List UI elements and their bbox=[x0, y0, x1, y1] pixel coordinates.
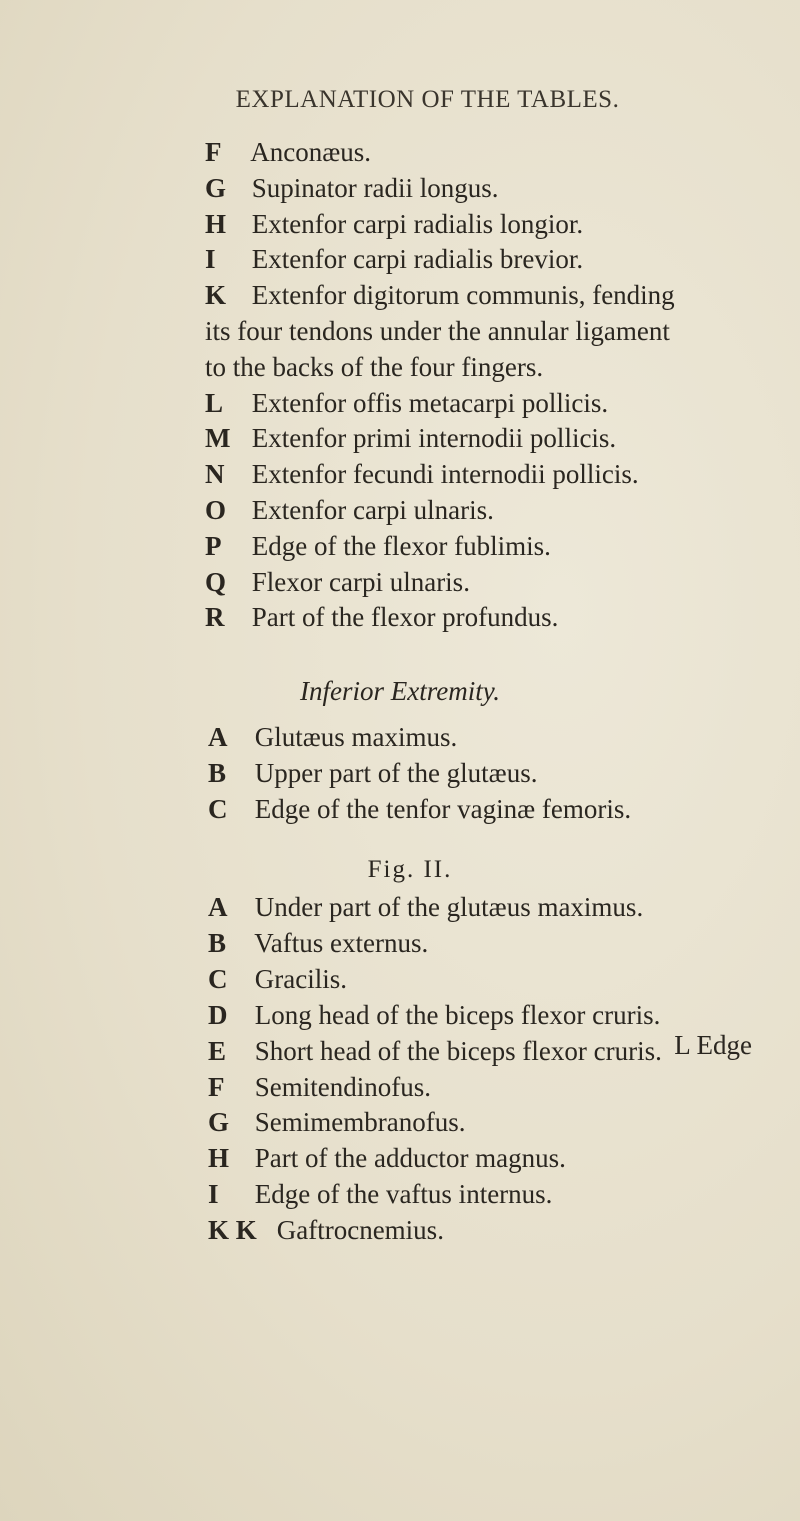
item-letter: A bbox=[208, 722, 228, 752]
item-letter: A bbox=[208, 892, 228, 922]
item-text: Edge of the vaftus internus. bbox=[248, 1179, 553, 1210]
list-item bbox=[208, 1143, 566, 1174]
item-text: Part of the flexor profundus. bbox=[245, 602, 559, 633]
list-item bbox=[205, 423, 616, 454]
item-text: Glutæus maximus. bbox=[248, 722, 458, 752]
item-letter: H bbox=[208, 1143, 230, 1174]
item-letter: G bbox=[205, 172, 227, 203]
item-text: Upper part of the glutæus. bbox=[248, 758, 538, 788]
item-text: Supinator radii longus. bbox=[245, 172, 499, 203]
list-item bbox=[205, 495, 494, 526]
section-heading: Inferior Extremity. bbox=[300, 676, 500, 706]
item-text: to the backs of the four fingers. bbox=[205, 351, 544, 382]
item-text: Extenfor carpi radialis longior. bbox=[245, 208, 584, 239]
list-item bbox=[205, 352, 543, 383]
item-text: Extenfor carpi radialis brevior. bbox=[245, 244, 584, 275]
item-text: Extenfor primi internodii pollicis. bbox=[245, 423, 617, 454]
item-text: Gracilis. bbox=[248, 963, 347, 994]
item-letter: O bbox=[205, 495, 227, 525]
item-text: Extenfor carpi ulnaris. bbox=[245, 495, 494, 525]
item-text: Extenfor digitorum communis, fending bbox=[245, 280, 675, 311]
item-letter: Q bbox=[205, 566, 227, 597]
list-item bbox=[208, 794, 631, 825]
list-item bbox=[208, 1179, 552, 1210]
list-item bbox=[205, 459, 639, 490]
item-letter: E bbox=[208, 1035, 227, 1066]
item-letter: I bbox=[205, 244, 216, 275]
item-letter: N bbox=[205, 459, 225, 490]
item-letter: D bbox=[208, 999, 228, 1030]
item-text: Semimembranofus. bbox=[248, 1107, 466, 1138]
item-text: Anconæus. bbox=[245, 137, 372, 167]
list-item bbox=[205, 173, 498, 204]
item-text: Extenfor offis metacarpi pollicis. bbox=[245, 387, 609, 418]
list-item bbox=[205, 316, 670, 347]
page-header: EXPLANATION OF THE TABLES. bbox=[235, 86, 620, 113]
item-text: Part of the adductor magnus. bbox=[248, 1143, 566, 1174]
list-item bbox=[205, 244, 583, 275]
item-letter: M bbox=[205, 423, 231, 454]
item-letter: B bbox=[208, 758, 227, 788]
list-item bbox=[205, 137, 371, 168]
list-item bbox=[205, 280, 675, 311]
item-letter: H bbox=[205, 208, 227, 239]
item-text: Extenfor fecundi internodii pollicis. bbox=[245, 459, 639, 490]
item-letter: K bbox=[205, 280, 227, 311]
list-item bbox=[208, 1107, 465, 1138]
item-text: Long head of the biceps flexor cruris. bbox=[248, 999, 661, 1030]
list-item bbox=[208, 1215, 444, 1246]
figure-heading: Fig. II. bbox=[367, 856, 453, 883]
list-item bbox=[205, 209, 583, 240]
item-letter: G bbox=[208, 1107, 230, 1138]
item-text: Semitendinofus. bbox=[248, 1071, 431, 1102]
list-item bbox=[208, 928, 428, 959]
item-letter: F bbox=[205, 137, 222, 167]
list-item bbox=[205, 388, 608, 419]
list-item bbox=[205, 531, 551, 562]
list-item bbox=[208, 722, 457, 753]
item-letter: K K bbox=[208, 1215, 257, 1246]
list-item bbox=[208, 1036, 662, 1067]
item-text: Edge of the flexor fublimis. bbox=[245, 530, 551, 561]
item-letter: F bbox=[208, 1071, 225, 1102]
list-item bbox=[205, 602, 558, 633]
list-item bbox=[205, 567, 470, 598]
item-letter: P bbox=[205, 530, 222, 561]
item-letter: B bbox=[208, 927, 227, 958]
item-text: its four tendons under the annular ligament bbox=[205, 316, 670, 346]
item-text: Flexor carpi ulnaris. bbox=[245, 566, 470, 597]
list-item bbox=[208, 1072, 431, 1103]
item-text: Short head of the biceps flexor cruris. bbox=[248, 1035, 662, 1066]
list-item bbox=[208, 892, 643, 923]
list-item bbox=[208, 964, 347, 995]
item-text: Edge of the tenfor vaginæ femoris. bbox=[248, 794, 632, 824]
item-text: Vaftus externus. bbox=[248, 927, 429, 958]
item-text: Under part of the glutæus maximus. bbox=[248, 892, 644, 922]
catchword: L Edge bbox=[674, 1030, 752, 1060]
item-letter: L bbox=[205, 387, 224, 418]
list-item bbox=[208, 758, 537, 789]
item-letter: C bbox=[208, 794, 228, 824]
item-letter: I bbox=[208, 1179, 219, 1210]
item-letter: R bbox=[205, 602, 225, 633]
item-text: Gaftrocnemius. bbox=[270, 1215, 444, 1246]
item-letter: C bbox=[208, 963, 228, 994]
list-item bbox=[208, 1000, 660, 1031]
